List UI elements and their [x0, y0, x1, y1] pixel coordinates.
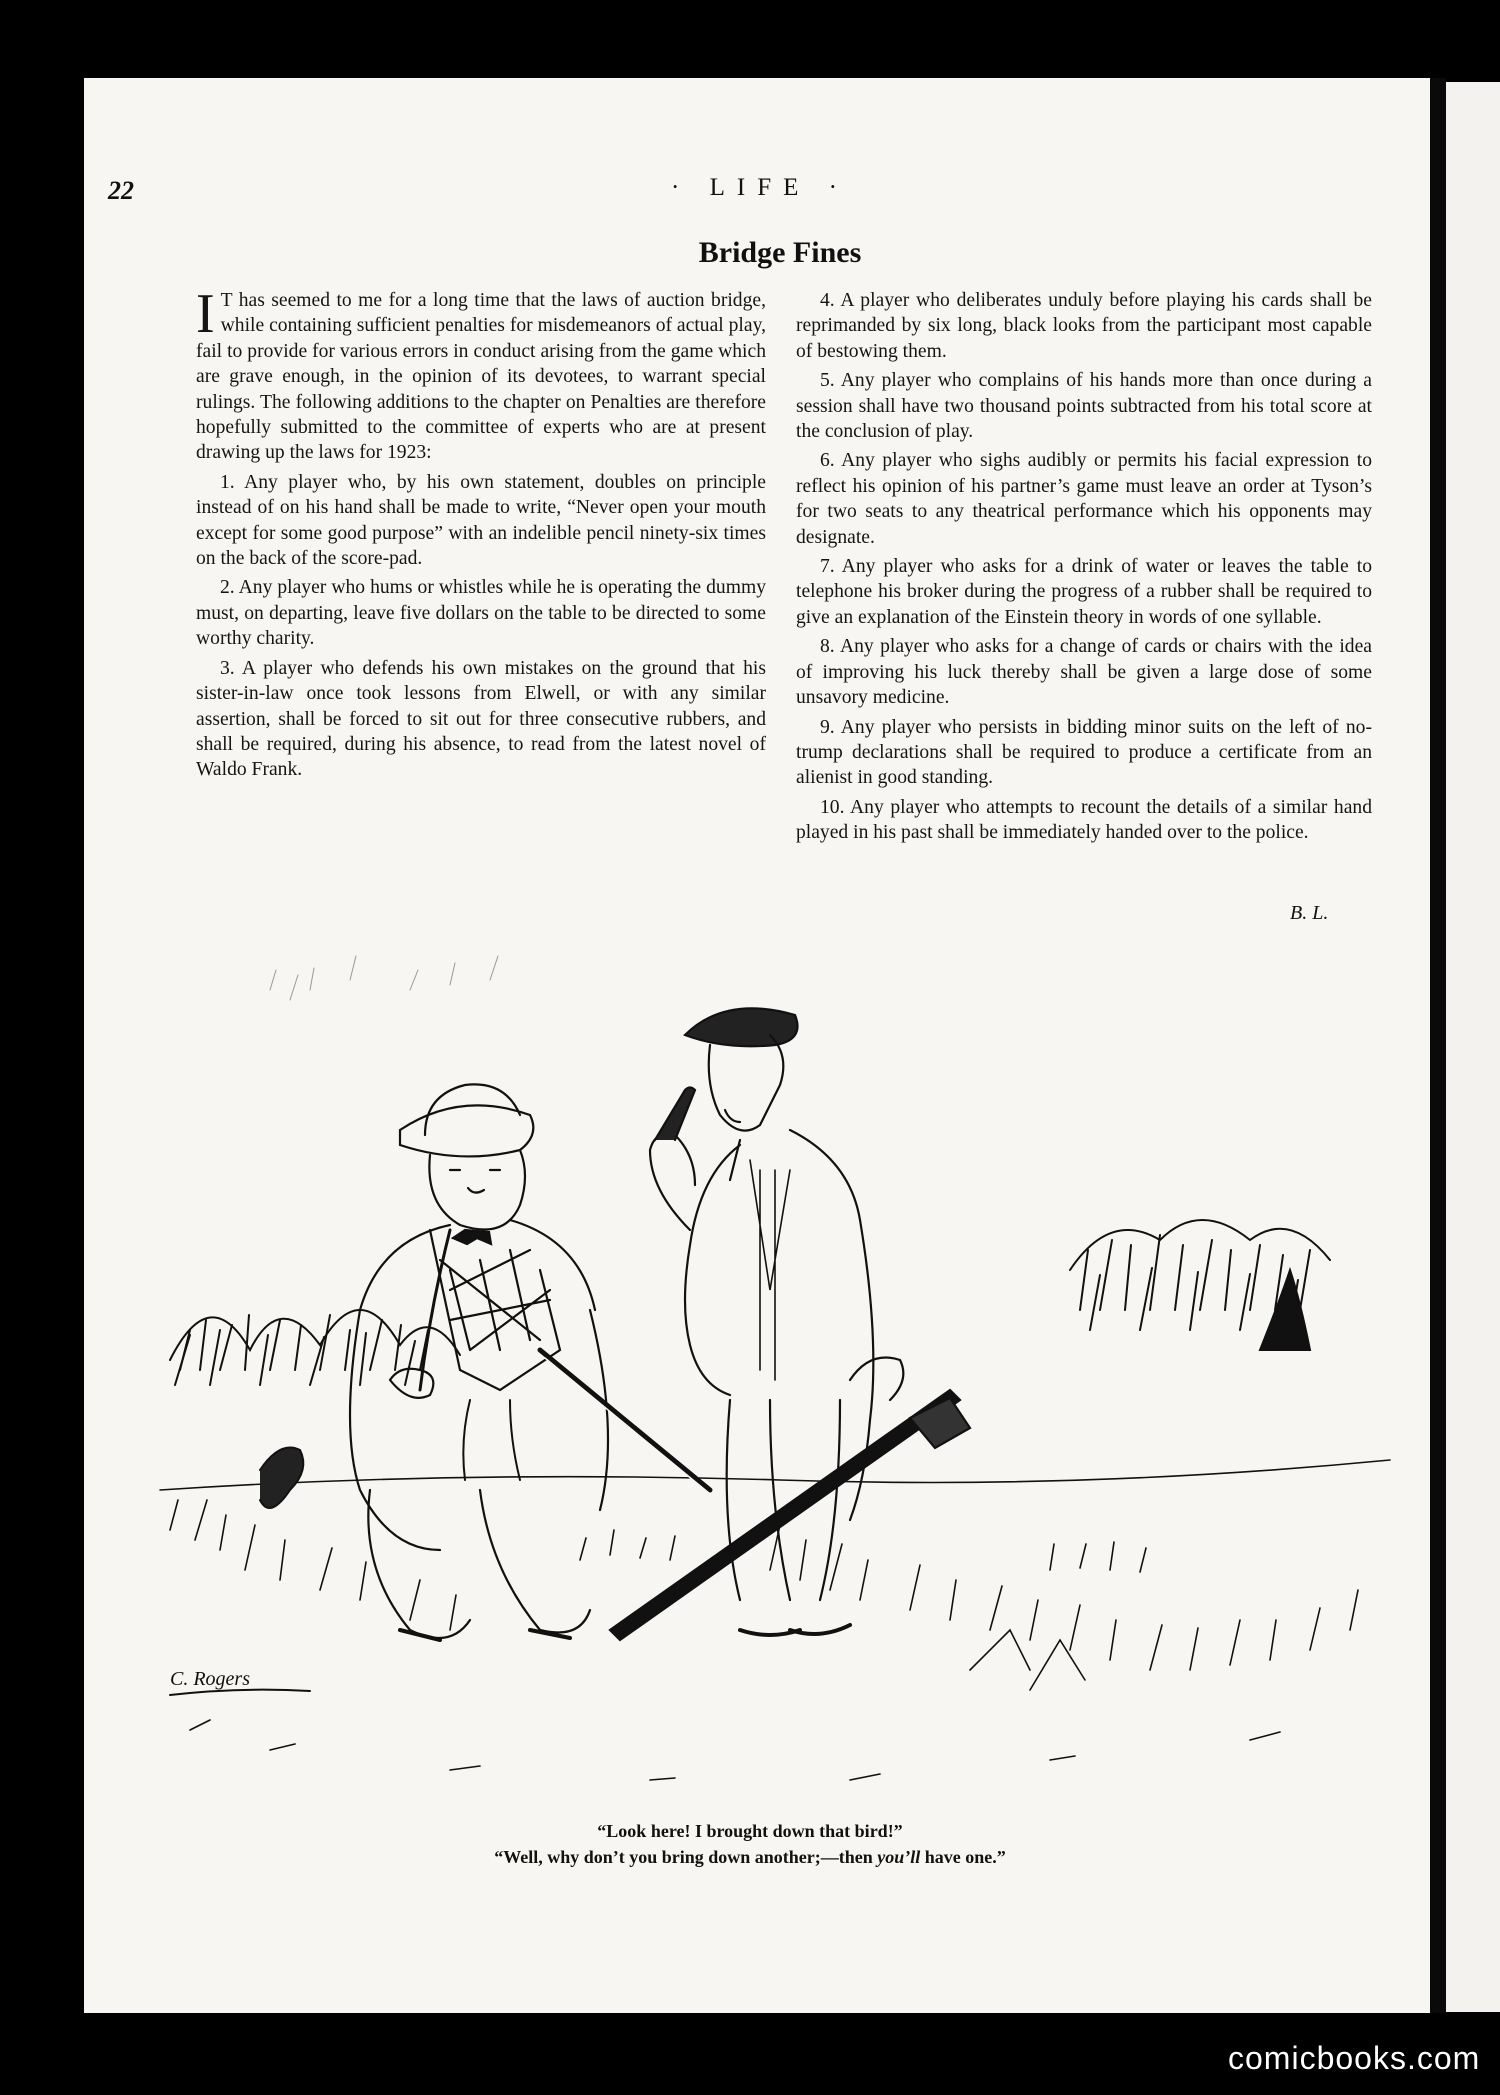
rule-item: 10. Any player who attempts to recount the details of a similar hand played in his past shall be immediately handed over to the police. [796, 796, 1372, 844]
rule-item: 8. Any player who asks for a change of cards or chairs with the idea of improving his luck thereby shall be given a large dose of some unsavory medicine. [796, 636, 1372, 709]
article-title: Bridge Fines [698, 236, 862, 269]
bird-drawing [260, 1448, 303, 1509]
rule-item: 2. Any player who hums or whistles while he is operating the dummy must, on departing, leave five dollars on the table to be directed to some worthy charity. [196, 577, 766, 650]
drop-cap: I [196, 283, 215, 345]
signature-underline [170, 1690, 310, 1695]
rule-item: 6. Any player who sighs audibly or permits his facial expression to reflect his opinion of his partner’s game must leave an order at Tyson’s for two seats to any theatrical performance which his opponents may designate. [796, 450, 1372, 548]
flying-birds [270, 956, 498, 1000]
author-signature: B. L. [1290, 902, 1329, 924]
magazine-masthead: · LIFE · [671, 174, 849, 201]
article-column-right [796, 288, 1372, 850]
site-watermark: comicbooks.com [1228, 2040, 1481, 2076]
article-column-left [196, 283, 766, 787]
rule-item: 5. Any player who complains of his hands more than once during a session shall have two thousand points subtracted from his total score at the conclusion of play. [796, 370, 1372, 443]
rule-item: 4. A player who deliberates unduly before playing his cards shall be reprimanded by six long, black looks from the participant most capable of bestowing them. [796, 290, 1372, 362]
caption-line-1: “Look here! I brought down that bird!” [597, 1821, 903, 1841]
rule-item: 3. A player who defends his own mistakes on the ground that his sister-in-law once took lessons from Elwell, or with any similar assertion, shall be forced to sit out for three consecutive rubbers, and shall be required, during his absence, to read from the latest novel of Waldo Frank. [196, 657, 766, 781]
hunting-cartoon-illustration [150, 930, 1400, 1810]
stout-hunter [350, 1084, 710, 1640]
cartoon-caption [300, 1818, 1200, 1870]
rule-item: 1. Any player who, by his own statement, doubles on principle instead of on his hand shall be made to write, “Never open your mouth except for some good purpose” with an indelible pencil ninety-six times on the back of the score-pad. [196, 471, 766, 570]
rule-item: 9. Any player who persists in bidding minor suits on the left of no-trump declarations shall be required to produce a certificate from an alienist in good standing. [796, 716, 1372, 789]
caption-line-2: “Well, why don’t you bring down another;—then you’ll have one.” [494, 1847, 1006, 1867]
page-number: 22 [108, 176, 134, 205]
page-gutter [1430, 78, 1446, 2013]
artist-signature: C. Rogers [170, 1668, 250, 1690]
tall-hunter [610, 1008, 970, 1640]
brush-left [170, 1310, 460, 1385]
brush-right [1070, 1220, 1330, 1350]
rule-item: 7. Any player who asks for a drink of water or leaves the table to telephone his broker during the progress of a rubber shall be required to give an explanation of the Einstein theory in words of one syllable. [796, 556, 1372, 628]
facing-page-edge [1446, 82, 1500, 2012]
article-intro: I T has seemed to me for a long time that the laws of auction bridge, while containing sufficient penalties for misdemeanors of actual play, fail to provide for various errors in conduct arising from the game which are grave enough, in the opinion of its devotees, to warrant special rulings. The following additions to the chapter on Penalties are therefore hopefully submitted to the committee of experts who are at present drawing up the laws for 1923: [196, 283, 766, 464]
